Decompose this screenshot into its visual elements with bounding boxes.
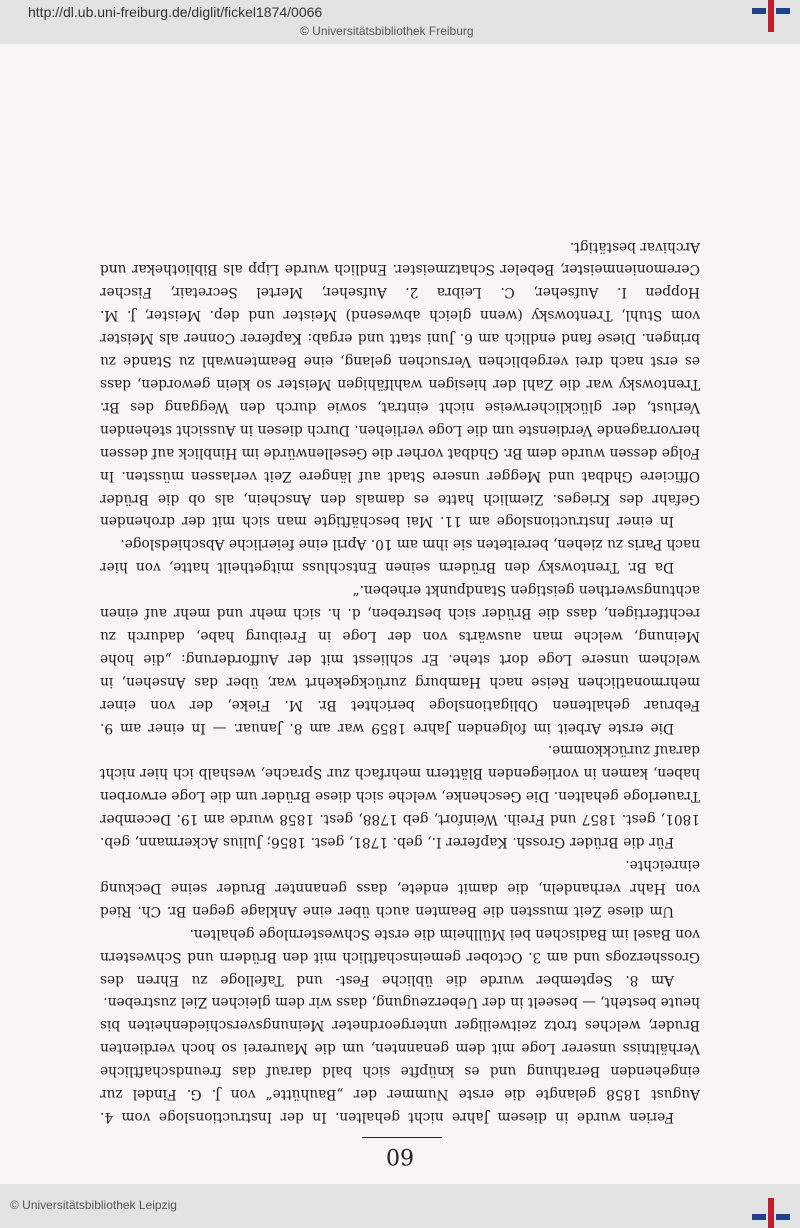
footer-logo-icon (752, 1184, 792, 1228)
footer-credit: © Universitätsbibliothek Leipzig (10, 1198, 177, 1212)
page-number-rule (362, 1137, 442, 1138)
source-url[interactable]: http://dl.ub.uni-freiburg.de/diglit/fickel1874/0066 (28, 4, 323, 20)
paragraph: Da Br. Trentowsky den Brüdern seinen Entschluss mitgetheilt hatte, von hier nach Paris zu ziehen, bereiteten sie ihm am 10. April eine feierliche Abschiedsloge. (100, 536, 700, 576)
paragraph: Für die Brüder Grossh. Kapferer I., geb. 1781, gest. 1856; Julius Ackermann, geb. 1801, gest. 1857 und Freih. Weinfort, geb 1788, gest. 1858 wurde am 19. December Trauerloge gehalten. Die Geschenke, welche sich diese Brüder um die Loge erworben haben, kamen in vorliegenden Blättern mehrfach zur Sprache, weshalb ich hier nicht darauf zurückkomme. (100, 742, 700, 851)
paragraph: Am 8. September wurde die übliche Fest- und Tafelloge zu Ehren des Grossherzogs und am 3. October gemeinschaftlich mit den Brüdern und Schwestern von Basel im Badischen bei Müllheim die erste Schwesternloge gehalten. (100, 925, 700, 988)
paragraph: Die erste Arbeit im folgenden Jahre 1859 war am 8. Januar. — In einer am 9. Februar gehaltenen Obligationsloge berichtet Br. M. Fieke, der von einer mehrmonatlichen Reise nach Hamburg zurückgekehrt war, über das Ansehen, in welchem unsere Loge dort stehe. Er schliesst mit der Aufforderung: „die hohe Meinung, welche man auswärts von der Loge in Freiburg habe, dadurch zu rechtfertigen, dass die Brüder sich bestreben, d. h. sich mehr und mehr auf einen achtungswerthen geistigen Standpunkt erheben.“ (100, 582, 700, 736)
page-number: 60 (386, 1143, 414, 1168)
page-body (100, 235, 700, 1128)
header-credit: © Universitätsbibliothek Freiburg (300, 24, 474, 38)
viewer-footer-bar (0, 1184, 800, 1228)
paragraph: Ferien wurde in diesem Jahre nicht gehalten. In der Instructionsloge vom 4. August 1858 gelangte die erste Nummer der „Bauhütte“ von J. G. Findel zur eingehenden Berathung und es knüpfte sich bald darauf das freundschaftliche Verhältniss unserer Loge mit dem genannten, um die Maurerei so hoch verdienten Bruder, welches trotz zeitweiliger untergeordneter Meinungsverschiedenheiten bis heute besteht, — beseelt in der Ueberzeugung, dass wir dem gleichen Ziel zustreben. (100, 994, 700, 1125)
paragraph: In einer Instructionsloge am 11. Mai beschäftigte man sich mit der drohenden Gefahr des Krieges. Ziemlich hatte es damals den Anschein, als ob die Brüder Officiere Ghdbat und Megger unsere Stadt auf längere Zeit verlassen müssten. In Folge dessen wurde dem Br. Ghdbat vorher die Gesellenwürde im Hinblick auf dessen hervorragende Verdienste um die Loge verliehen. Durch diesen in Aussicht stehenden Verlust, der glücklicherweise nicht eintrat, sowie durch den Weggang des Br. Trentowsky war die Zahl der hiesigen wahlfähigen Meister so klein geworden, dass es erst nach drei vergeblichen Versuchen gelang, eine Beamtenwahl zu Stande zu bringen. Diese fand endlich am 6. Juni statt und ergab: Kapferer Conner als Meister vom Stuhl, Trentowsky (wenn gleich abwesend) Meister und dep. Meister, J. M. Hoppen I. Aufseher, C. Leibra 2. Aufseher, Mertel Secretair, Fischer Ceremonienmeister, Bebeler Schatzmeister. Endlich wurde Lipp als Bibliothekar und Archivar bestätigt. (100, 238, 700, 530)
paragraph: Um diese Zeit mussten die Beamten auch über eine Anklage gegen Br. Ch. Ried von Hahr verhandeln, die damit endete, dass genannter Bruder seine Deckung einreichte. (100, 857, 700, 919)
